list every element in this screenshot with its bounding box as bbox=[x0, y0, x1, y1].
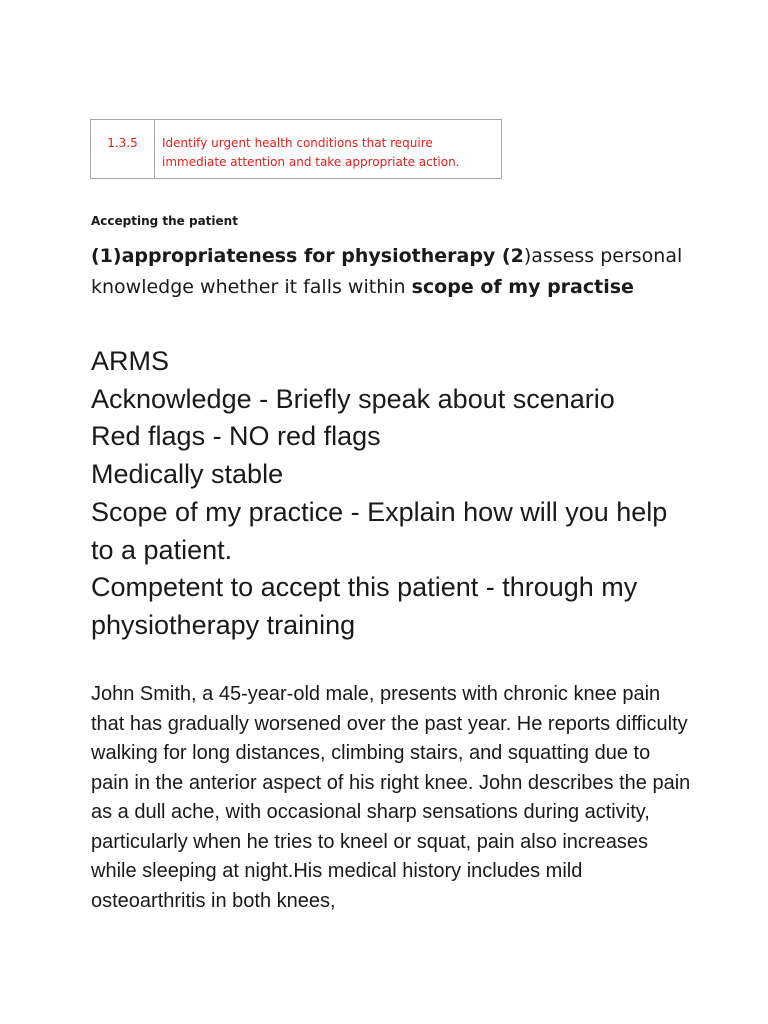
arms-item: Medically stable bbox=[91, 459, 284, 490]
arms-title: ARMS bbox=[91, 346, 170, 376]
criteria-part-bold: scope of my practise bbox=[411, 276, 634, 298]
arms-item: Acknowledge - Briefly speak about scenario bbox=[91, 383, 615, 414]
criteria-description-line: immediate attention and take appropriate action. bbox=[162, 155, 460, 169]
arms-list bbox=[91, 343, 691, 645]
section-label: Accepting the patient bbox=[91, 214, 238, 228]
criteria-description-line: Identify urgent health conditions that require bbox=[162, 136, 433, 150]
criteria-code: 1.3.5 bbox=[91, 120, 155, 179]
arms-item: Scope of my practice - Explain how will you help to a patient. bbox=[91, 496, 668, 565]
acceptance-criteria bbox=[91, 241, 711, 303]
table-row bbox=[91, 120, 502, 179]
criteria-part-bold: (1)appropriateness for physiotherapy (2 bbox=[91, 245, 524, 267]
case-description: John Smith, a 45-year-old male, presents with chronic knee pain that has gradually worsened over the past year. He reports difficulty walking for long distances, climbing stairs, and squatting due to pain in the anterior aspect of his right knee. John describes the pain as a dull ache, with occasional sharp sensations during activity, particularly when he tries to kneel or squat, pain also increases while sleeping at night.His medical history includes mild osteoarthritis in both knees, bbox=[91, 683, 691, 912]
criteria-table bbox=[90, 119, 502, 179]
arms-item: Competent to accept this patient - through my physiotherapy training bbox=[91, 572, 638, 640]
arms-item: Red flags - NO red flags bbox=[91, 421, 381, 452]
criteria-description bbox=[155, 120, 502, 179]
criteria-part: )assess personal knowledge whether it falls within bbox=[91, 245, 683, 298]
